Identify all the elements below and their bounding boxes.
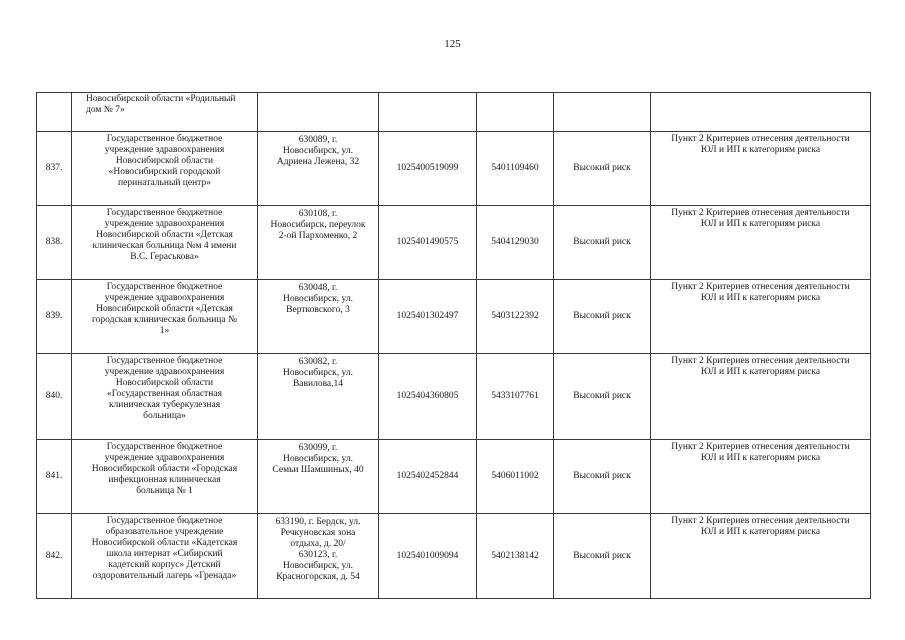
criteria-cell <box>651 93 871 132</box>
organization-name-cell <box>72 280 258 354</box>
risk-registry-table <box>36 92 871 599</box>
criteria: Пункт 2 Критериев отнесения деятельности ЮЛ и ИП к категориям риска <box>671 442 850 463</box>
address: 630108, г. Новосибирск, переулок 2-ой Пархоменко, 2 <box>270 209 366 241</box>
criteria: Пункт 2 Критериев отнесения деятельности ЮЛ и ИП к категориям риска <box>671 356 850 377</box>
criteria-cell <box>651 440 871 514</box>
criteria-cell <box>651 206 871 280</box>
address: 630099, г. Новосибирск, ул. Семьи Шамшиных, 40 <box>272 443 364 475</box>
risk-category: Высокий риск <box>554 132 651 206</box>
row-number: 839. <box>37 280 72 354</box>
ogrn: 1025401009094 <box>379 514 477 599</box>
criteria-cell <box>651 132 871 206</box>
address: 633190, г. Бердск, ул. Речкуновская зона отдыха, д. 20/ 630123, г. Новосибирск, ул. Красногорская, д. 54 <box>275 517 361 582</box>
organization-name: Государственное бюджетное учреждение здравоохранения Новосибирской области «Государственная областная клиническая туберкулезная больница» <box>104 356 225 421</box>
organization-name: Государственное бюджетное учреждение здравоохранения Новосибирской области «Новосибирский городской перинатальный центр» <box>104 134 225 188</box>
organization-name: Новосибирской области «Родильный дом № 7» <box>86 94 236 115</box>
row-number: 842. <box>37 514 72 599</box>
table-row <box>37 514 871 599</box>
risk-cell <box>554 93 651 132</box>
address: 630082, г. Новосибирск, ул. Вавилова,14 <box>282 357 354 389</box>
criteria-cell <box>651 354 871 440</box>
risk-category: Высокий риск <box>554 280 651 354</box>
address-cell <box>258 514 379 599</box>
organization-name-cell <box>72 440 258 514</box>
inn-cell <box>477 93 554 132</box>
table-row <box>37 280 871 354</box>
organization-name-cell <box>72 206 258 280</box>
row-number-cell <box>37 93 72 132</box>
organization-name: Государственное бюджетное учреждение здравоохранения Новосибирской области «Детская клиническая больница №м 4 имени В.С. Гераськова» <box>92 208 237 262</box>
organization-name-cell <box>72 514 258 599</box>
row-number: 838. <box>37 206 72 280</box>
criteria: Пункт 2 Критериев отнесения деятельности ЮЛ и ИП к категориям риска <box>671 516 850 537</box>
criteria: Пункт 2 Критериев отнесения деятельности ЮЛ и ИП к категориям риска <box>671 208 850 229</box>
row-number: 837. <box>37 132 72 206</box>
address: 630089, г. Новосибирск, ул. Адриена Лежена, 32 <box>276 135 360 167</box>
row-number: 840. <box>37 354 72 440</box>
ogrn-cell <box>379 93 477 132</box>
inn: 5401109460 <box>477 132 554 206</box>
table-row <box>37 132 871 206</box>
organization-name-cell <box>72 93 258 132</box>
inn: 5433107761 <box>477 354 554 440</box>
address-cell <box>258 132 379 206</box>
address-cell <box>258 354 379 440</box>
inn: 5403122392 <box>477 280 554 354</box>
address-cell <box>258 206 379 280</box>
criteria: Пункт 2 Критериев отнесения деятельности ЮЛ и ИП к категориям риска <box>671 282 850 303</box>
address: 630048, г. Новосибирск, ул. Вертковского, 3 <box>282 283 354 315</box>
address-cell <box>258 93 379 132</box>
table-row <box>37 354 871 440</box>
risk-category: Высокий риск <box>554 354 651 440</box>
organization-name-cell <box>72 132 258 206</box>
risk-category: Высокий риск <box>554 440 651 514</box>
ogrn: 1025404360805 <box>379 354 477 440</box>
table-row-continuation <box>37 93 871 132</box>
page-number: 125 <box>444 38 461 50</box>
row-number: 841. <box>37 440 72 514</box>
inn: 5404129030 <box>477 206 554 280</box>
criteria-cell <box>651 280 871 354</box>
inn: 5402138142 <box>477 514 554 599</box>
criteria-cell <box>651 514 871 599</box>
ogrn: 1025402452844 <box>379 440 477 514</box>
criteria: Пункт 2 Критериев отнесения деятельности ЮЛ и ИП к категориям риска <box>671 134 850 155</box>
inn: 5406011002 <box>477 440 554 514</box>
table-row <box>37 206 871 280</box>
ogrn: 1025401490575 <box>379 206 477 280</box>
address-cell <box>258 280 379 354</box>
table-row <box>37 440 871 514</box>
ogrn: 1025400519099 <box>379 132 477 206</box>
risk-category: Высокий риск <box>554 514 651 599</box>
organization-name: Государственное бюджетное учреждение здравоохранения Новосибирской области «Детская городская клиническая больница № 1» <box>91 282 238 336</box>
ogrn: 1025401302497 <box>379 280 477 354</box>
address-cell <box>258 440 379 514</box>
organization-name: Государственное бюджетное учреждение здравоохранения Новосибирской области «Городская инфекционная клиническая больница № 1 <box>91 442 238 496</box>
risk-category: Высокий риск <box>554 206 651 280</box>
organization-name: Государственное бюджетное образовательное учреждение Новосибирской области «Кадетская школа интернат «Сибирский кадетский корпус» Детский оздоровительный лагерь «Гренада» <box>91 516 238 581</box>
organization-name-cell <box>72 354 258 440</box>
